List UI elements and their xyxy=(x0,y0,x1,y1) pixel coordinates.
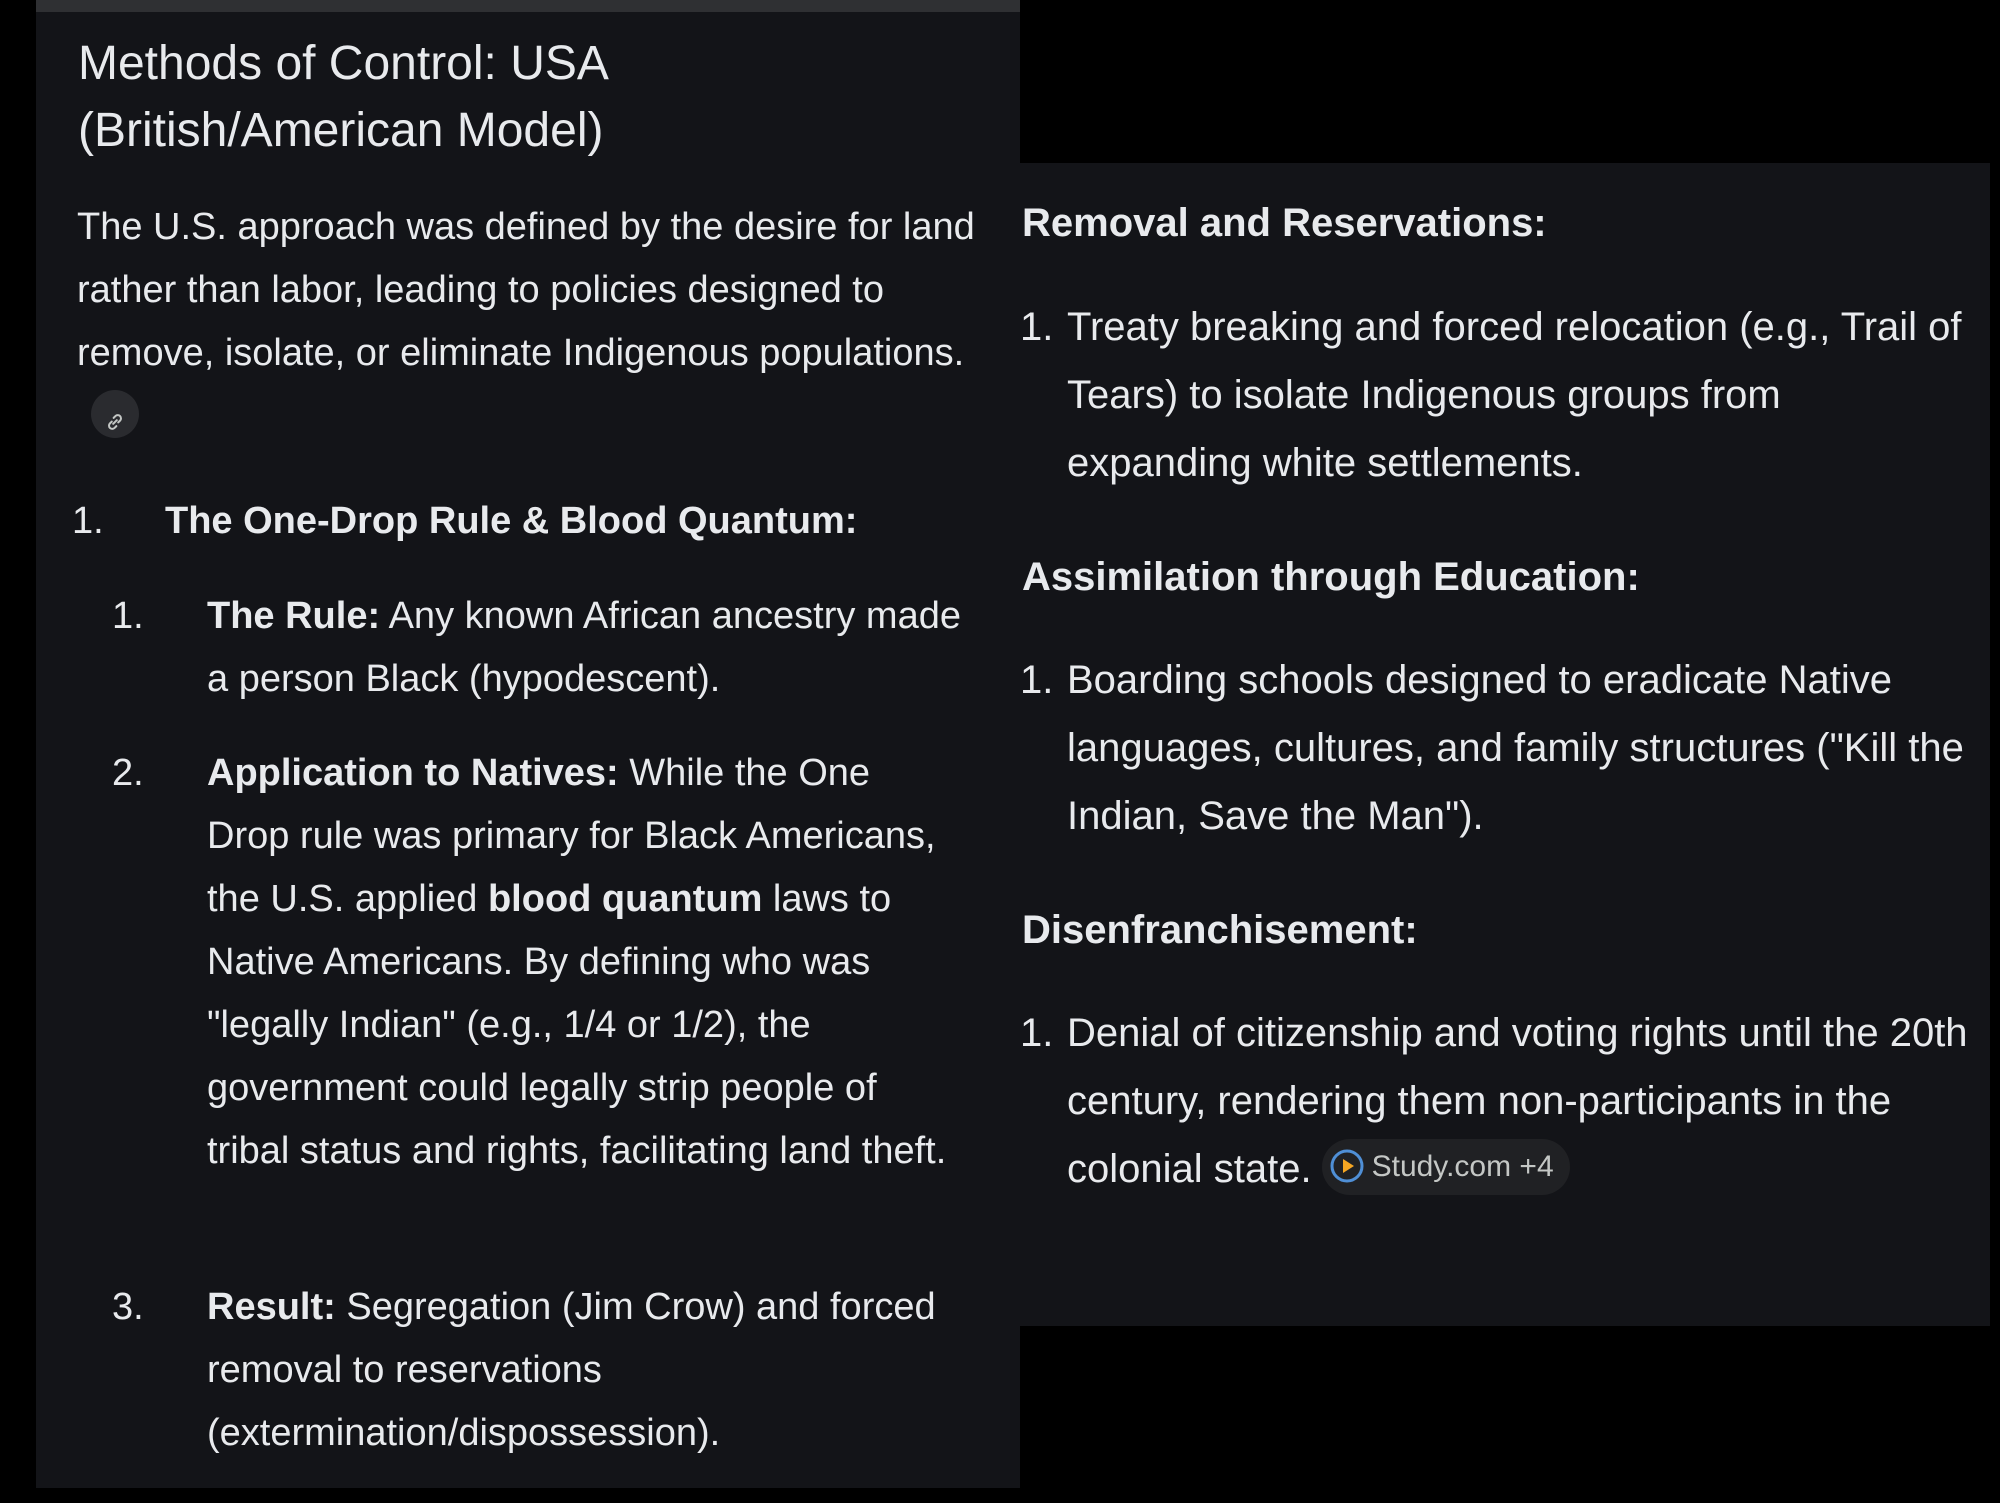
sub-list-item-result xyxy=(112,1276,1012,1465)
list-item-text xyxy=(1067,999,1972,1203)
list-item-text: Boarding schools designed to eradicate Native languages, cultures, and family structures ("Kill the Indian, Save the Man"). xyxy=(1067,658,1964,838)
sub-item-bold-label: Application to Natives: xyxy=(207,752,619,794)
sub-item-body: Segregation (Jim Crow) and forced removal to reservations (extermination/dispossession). xyxy=(207,1286,936,1454)
list-number: 1. xyxy=(72,500,104,542)
assimilation-list-item xyxy=(1020,646,1980,850)
section-heading xyxy=(78,30,978,164)
source-chip-label: Study.com +4 xyxy=(1371,1150,1554,1184)
panel-top-bar xyxy=(36,0,1020,12)
list-number: 1. xyxy=(1020,658,1054,702)
sub-list-number: 2. xyxy=(112,752,144,794)
list-number: 1. xyxy=(1020,305,1054,349)
intro-paragraph xyxy=(77,196,977,448)
list-item-body: Denial of citizenship and voting rights until the 20th century, rendering them non-participants in the colonial state. xyxy=(1067,1011,1968,1191)
removal-list-item xyxy=(1020,293,1980,497)
right-response-panel xyxy=(1020,163,1990,1326)
left-response-panel xyxy=(36,0,1020,1488)
assimilation-heading: Assimilation through Education: xyxy=(1022,555,1640,599)
sub-item-body: Any known African ancestry made a person Black (hypodescent). xyxy=(207,595,961,700)
study-play-icon xyxy=(1330,1149,1364,1183)
removal-heading: Removal and Reservations: xyxy=(1022,201,1547,245)
list-item-title xyxy=(165,490,857,553)
disenfranchisement-heading: Disenfranchisement: xyxy=(1022,908,1418,952)
sub-list-item-text xyxy=(207,1276,997,1465)
heading-line-2: (British/American Model) xyxy=(78,104,604,157)
disenfranchisement-list-item xyxy=(1020,999,1980,1271)
sub-item-bold-label: The Rule: xyxy=(207,595,381,637)
sub-list-item-text xyxy=(207,585,967,711)
sub-list-item-application xyxy=(112,742,972,1183)
sub-list-item-text xyxy=(207,742,957,1183)
list-number: 1. xyxy=(1020,1011,1054,1055)
sub-list-item-rule xyxy=(112,585,972,711)
sub-item-bold-label: Result: xyxy=(207,1286,336,1328)
sub-item-bold-term: blood quantum xyxy=(487,878,763,920)
heading-line-1: Methods of Control: USA xyxy=(78,37,609,90)
sub-list-number: 1. xyxy=(112,595,144,637)
list-item-title-text: The One-Drop Rule & Blood Quantum: xyxy=(165,500,858,542)
sub-list-number: 3. xyxy=(112,1286,144,1328)
source-chip[interactable] xyxy=(1322,1139,1570,1195)
sub-item-body-continued: laws to Native Americans. By defining who was "legally Indian" (e.g., 1/4 or 1/2), the government could legally strip people of tribal status and rights, facilitating land theft. xyxy=(207,878,947,1172)
intro-text: The U.S. approach was defined by the desire for land rather than labor, leading to policies designed to remove, isolate, or eliminate Indigenous populations. xyxy=(77,206,975,374)
link-icon[interactable] xyxy=(91,390,139,438)
list-item-text: Treaty breaking and forced relocation (e.g., Trail of Tears) to isolate Indigenous groups from expanding white settlements. xyxy=(1067,305,1962,485)
sub-item-body: While the One Drop rule was primary for Black Americans, the U.S. applied xyxy=(207,752,936,920)
